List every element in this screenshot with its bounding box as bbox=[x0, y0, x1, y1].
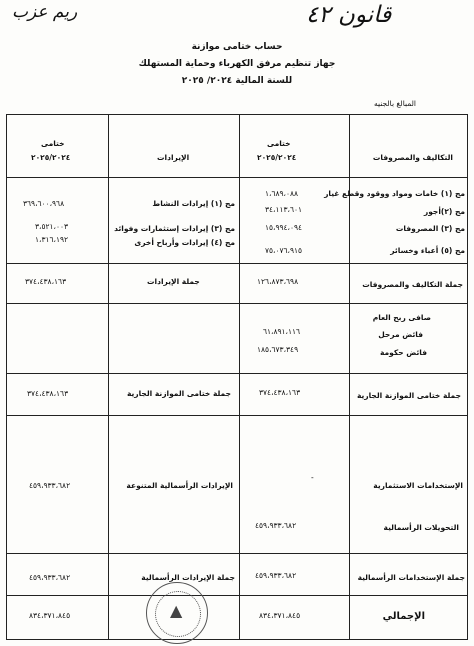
col-header-revenues: الإيرادات bbox=[157, 153, 190, 162]
col-header-year-costs: ٢٠٢٥/٢٠٢٤ bbox=[257, 153, 297, 162]
gov-surplus-label: فائض حكومة bbox=[379, 348, 427, 357]
official-seal bbox=[146, 582, 208, 644]
handwritten-law-note: قانون ٤٢ bbox=[306, 2, 392, 28]
col-header-final-rev: ختامى bbox=[41, 139, 65, 148]
entity-name: جهاز تنظيم مرفق الكهرباء وحماية المستهلك bbox=[138, 59, 336, 69]
handwritten-name: ريم عزب bbox=[12, 2, 78, 22]
capital-transfers-value: ٤٥٩،٩٣٣،٦٨٢ bbox=[255, 521, 297, 530]
investments-label: الإستخدامات الاستثمارية bbox=[373, 481, 463, 490]
investments-value: - bbox=[311, 473, 314, 482]
grand-total-cost-value: ٨٣٤،٣٧١،٨٤٥ bbox=[259, 611, 301, 620]
total-costs-label: جملة التكاليف والمصروفات bbox=[362, 280, 463, 289]
net-profit-label: صافى ربح العام bbox=[372, 313, 431, 322]
cost-item-value: ١،٦٨٩،٠٨٨ bbox=[265, 189, 299, 198]
cost-item-value: ٣٤،١١٣،٦٠١ bbox=[265, 205, 303, 214]
revenue-item-value: ٣٦٩،٦٠٠،٩٦٨ bbox=[23, 199, 65, 208]
grand-total-label: الإجمالي bbox=[382, 611, 425, 622]
current-budget-rev-value: ٣٧٤،٤٣٨،١٦٣ bbox=[27, 389, 69, 398]
revenue-item-label: مج (٣) إيرادات إستثمارات وفوائد bbox=[114, 224, 235, 233]
amounts-note: المبالغ بالجنيه bbox=[374, 99, 416, 108]
total-revenues-value: ٣٧٤،٤٣٨،١٦٣ bbox=[25, 277, 67, 286]
cost-item-label: مج (١) خامات ومواد ووقود وقطع غيار bbox=[324, 189, 465, 198]
eagle-emblem-icon: ▲ bbox=[170, 601, 183, 620]
carried-surplus-label: فائض مرحل bbox=[378, 330, 423, 339]
capital-revenues-label: الإيرادات الرأسمالية المتنوعة bbox=[126, 481, 233, 490]
current-budget-cost-value: ٣٧٤،٤٣٨،١٦٣ bbox=[259, 388, 301, 397]
gov-surplus-value: ١٨٥،٦٧٣،٣٤٩ bbox=[257, 345, 299, 354]
total-costs-value: ١٢٦،٨٧٣،٦٩٨ bbox=[257, 277, 299, 286]
grand-total-rev-value: ٨٣٤،٣٧١،٨٤٥ bbox=[29, 611, 71, 620]
revenue-item-label: مج (١) إيرادات النشاط bbox=[152, 199, 235, 208]
cost-item-label: مج (٣) المصروفات bbox=[395, 224, 465, 233]
fiscal-year: للسنة المالية ٢٠٢٤/ ٢٠٢٥ bbox=[181, 76, 293, 86]
cost-item-label: مج (٥) أعباء وخسائر bbox=[390, 246, 465, 255]
cost-item-label: مج (٢)أجور bbox=[423, 207, 465, 216]
total-capital-uses-label: جملة الإستخدامات الرأسمالية bbox=[357, 573, 465, 582]
page-title: حساب ختامى موازنة bbox=[191, 42, 283, 52]
capital-revenues-value: ٤٥٩،٩٣٣،٦٨٢ bbox=[29, 481, 71, 490]
col-header-year-rev: ٢٠٢٥/٢٠٢٤ bbox=[31, 153, 71, 162]
total-capital-uses-value: ٤٥٩،٩٣٣،٦٨٢ bbox=[255, 571, 297, 580]
cost-item-value: ١٥،٩٩٤،٠٩٤ bbox=[265, 223, 303, 232]
col-header-costs: التكاليف والمصروفات bbox=[372, 153, 453, 162]
col-header-final-costs: ختامى bbox=[267, 139, 291, 148]
revenue-item-value: ١،٣١٦،١٩٢ bbox=[35, 235, 69, 244]
total-revenues-label: جملة الإيرادات bbox=[147, 277, 200, 286]
revenue-item-value: ٣،٥٢١،٠٠٣ bbox=[35, 222, 69, 231]
total-capital-rev-value: ٤٥٩،٩٣٣،٦٨٢ bbox=[29, 573, 71, 582]
revenue-item-label: مج (٤) إيرادات وأرباح أخرى bbox=[134, 238, 235, 247]
capital-transfers-label: التحويلات الرأسمالية bbox=[383, 523, 459, 532]
cost-item-value: ٧٥،٠٧٦،٩١٥ bbox=[265, 246, 303, 255]
carried-surplus-value: ٦١،٨٩١،١١٦ bbox=[263, 327, 301, 336]
total-capital-rev-label: جملة الإيرادات الرأسمالية bbox=[141, 573, 235, 582]
statement-table bbox=[6, 114, 468, 640]
current-budget-rev-label: جملة ختامى الموازنة الجارية bbox=[126, 389, 231, 398]
current-budget-label: جملة ختامى الموازنة الجارية bbox=[356, 391, 461, 400]
